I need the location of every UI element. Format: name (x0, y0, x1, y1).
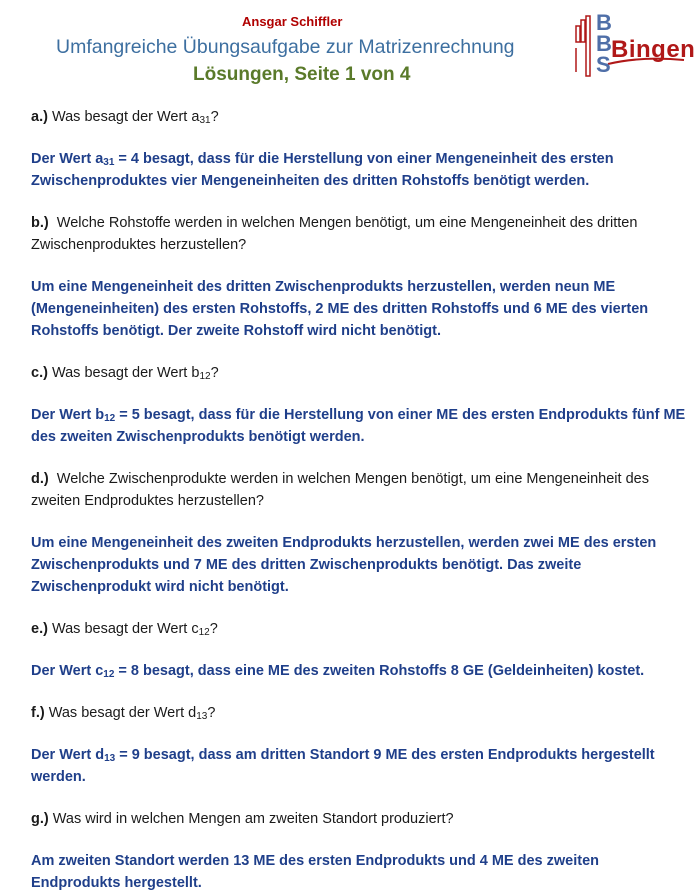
author-name: Ansgar Schiffler (242, 14, 343, 29)
answer-c: Der Wert $b_{12} = 5$ besagt, dass für die Herstellung von einer ME des ersten Endprodukts fünf ME des zweiten Zwischenprodukts benötigt werden. (31, 407, 686, 445)
question-c: c.) Was besagt der Wert $b_{12}$? (31, 365, 219, 382)
answer-g: Am zweiten Standort werden 13 ME des ersten Endprodukts und 4 ME des zweiten Endprodukts hergestellt. (31, 853, 600, 891)
answer-a: Der Wert $a_{31} = 4$ besagt, dass für die Herstellung von einer Mengeneinheit des ersten Zwischenproduktes vier Mengeneinheiten des dritten Rohstoffs benötigt werden. (31, 151, 614, 189)
logo-bingen: Bingen (611, 36, 696, 63)
page-title: Umfangreiche Übungsaufgabe zur Matrizenrechnung (56, 36, 515, 58)
question-b: b.) Welche Rohstoffe werden in welchen Mengen benötigt, um eine Mengeneinheit des dritten Zwischenproduktes herzustellen? (31, 215, 638, 253)
question-f: f.) Was besagt der Wert $d_{13}$? (31, 705, 216, 722)
document-body (31, 106, 686, 894)
page-header (0, 0, 700, 100)
logo-letter-b1: B (596, 10, 612, 35)
answer-b: Um eine Mengeneinheit des dritten Zwischenprodukts herzustellen, werden neun ME (Mengeneinheiten) des ersten Rohstoffs, 2 ME des dritten Rohstoffs und 6 ME des vierten Rohstoffs benötigt. Der zweite Rohstoff wird nicht benötigt. (31, 279, 649, 339)
question-d: d.) Welche Zwischenprodukte werden in welchen Mengen benötigt, um eine Mengeneinheit des zweiten Endproduktes herzustellen? (31, 471, 649, 509)
logo-letter-s: S (596, 52, 611, 77)
answer-f: Der Wert $d_{13} = 9$ besagt, dass am dritten Standort 9 ME des ersten Endprodukts hergestellt werden. (31, 747, 655, 785)
bbs-bingen-logo (572, 10, 696, 80)
question-a: a.) Was besagt der Wert $a_{31}$? (31, 109, 219, 126)
question-e: e.) Was besagt der Wert $c_{12}$? (31, 621, 218, 638)
logo-letter-b2: B (596, 31, 612, 56)
question-g: g.) Was wird in welchen Mengen am zweiten Standort produziert? (31, 811, 454, 827)
answer-e: Der Wert $c_{12} = 8$ besagt, dass eine ME des zweiten Rohstoffs 8 GE (Geldeinheiten) kostet. (31, 663, 645, 680)
page-subtitle: Lösungen, Seite 1 von 4 (193, 64, 411, 85)
answer-d: Um eine Mengeneinheit des zweiten Endprodukts herzustellen, werden zwei ME des ersten Zwischenprodukts und 7 ME des dritten Zwischenprodukts benötigt. Das zweite Zwischenprodukt wird nicht benötigt. (31, 535, 657, 595)
